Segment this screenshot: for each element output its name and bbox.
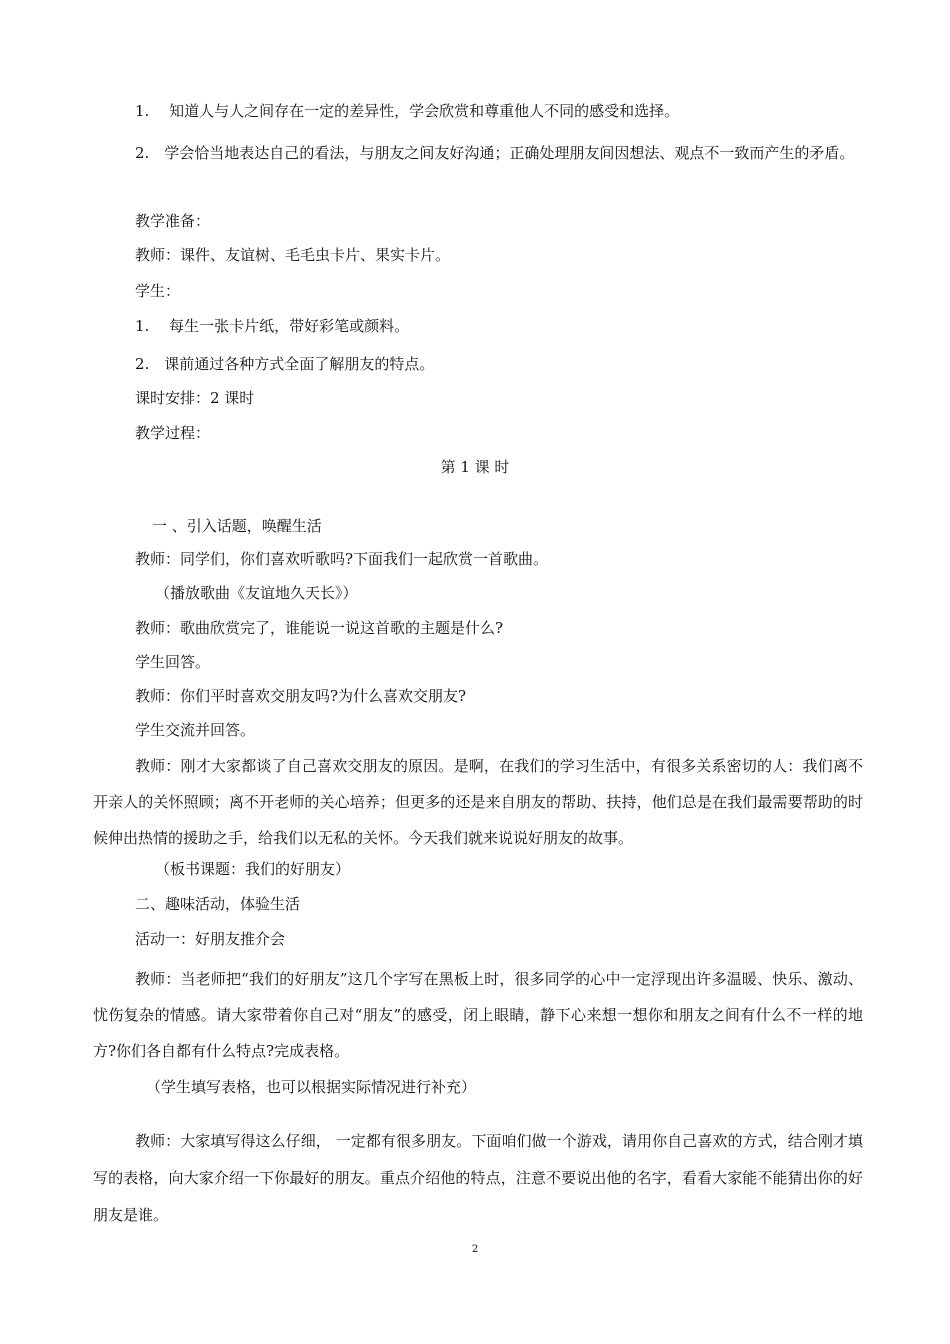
- prep-student-item-1: 1. 每生一张卡片纸，带好彩笔或颜料。: [135, 317, 410, 335]
- section-2-para-3: 教师：大家填写得这么仔细， 一定都有很多朋友。下面咱们做一个游戏，请用你自己喜欢的方式，结合刚才填写的表格，向大家介绍一下你最好的朋友。重点介绍他的特点，注意不要说出他的名字，看看大家能不能猜出你的好朋友是谁。: [93, 1132, 863, 1224]
- lesson-title: 第 1 课 时: [440, 458, 510, 476]
- section-1-para-1: 教师：同学们，你们喜欢听歌吗?下面我们一起欣赏一首歌曲。: [135, 550, 549, 568]
- prep-student-label: 学生：: [135, 282, 181, 300]
- process-heading: 教学过程：: [135, 424, 211, 442]
- page-number: 2: [471, 1244, 479, 1255]
- section-1-para-6: 学生交流并回答。: [135, 721, 256, 739]
- activity-1-heading: 活动一：好朋友推介会: [135, 930, 286, 948]
- schedule: 课时安排：2 课时: [135, 389, 255, 407]
- section-2-heading: 二、趣味活动，体验生活: [135, 895, 301, 913]
- section-1-para-2: （播放歌曲《友谊地久天长》）: [155, 584, 358, 602]
- section-2-para-2: （学生填写表格，也可以根据实际情况进行补充）: [146, 1078, 477, 1096]
- objective-2: 2. 学会恰当地表达自己的看法，与朋友之间友好沟通；正确处理朋友间因想法、观点不一致而产生的矛盾。: [135, 144, 855, 162]
- prep-heading: 教学准备：: [135, 212, 211, 230]
- prep-teacher: 教师：课件、友谊树、毛毛虫卡片、果实卡片。: [135, 246, 451, 264]
- section-1-para-5: 教师：你们平时喜欢交朋友吗?为什么喜欢交朋友?: [135, 687, 467, 705]
- section-2-para-1: 教师：当老师把“我们的好朋友”这几个字写在黑板上时，很多同学的心中一定浮现出许多温暖、快乐、激动、忧伤复杂的情感。请大家带着你自己对“朋友”的感受，闭上眼睛，静下心来想一想你和朋友之间有什么不一样的地方?你们各自都有什么特点?完成表格。: [93, 970, 863, 1060]
- section-1-para-3: 教师：歌曲欣赏完了，谁能说一说这首歌的主题是什么?: [135, 619, 504, 637]
- section-1-heading: 一 、引入话题，唤醒生活: [152, 517, 322, 535]
- prep-student-item-2: 2. 课前通过各种方式全面了解朋友的特点。: [135, 355, 435, 373]
- section-1-para-7: 教师：刚才大家都谈了自己喜欢交朋友的原因。是啊，在我们的学习生活中，有很多关系密切的人：我们离不开亲人的关怀照顾；离不开老师的关心培养；但更多的还是来自朋友的帮助、扶持，他们总是在我们最需要帮助的时候伸出热情的援助之手，给我们以无私的关怀。今天我们就来说说好朋友的故事。: [93, 757, 863, 847]
- section-1-para-4: 学生回答。: [135, 653, 211, 671]
- section-1-para-8: （板书课题：我们的好朋友）: [155, 860, 351, 878]
- objective-1: 1. 知道人与人之间存在一定的差异性，学会欣赏和尊重他人不同的感受和选择。: [135, 102, 680, 120]
